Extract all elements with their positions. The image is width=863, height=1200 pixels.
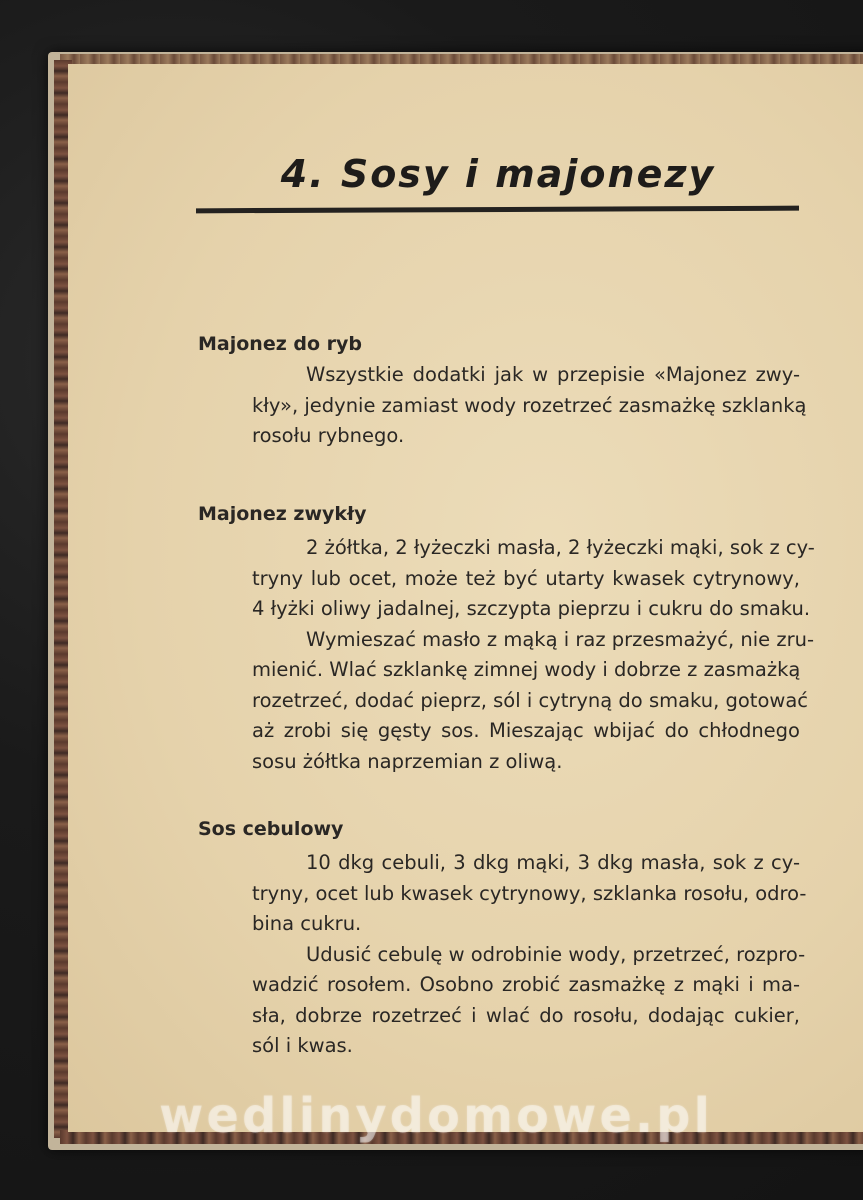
- text-line: bina cukru.: [252, 912, 362, 935]
- recipe-paragraph: [198, 625, 815, 778]
- recipe-sos-cebulowy: [198, 814, 807, 1062]
- text-line: wadzić rosołem. Osobno zrobić zasmażkę z mąki i ma-: [252, 973, 800, 996]
- text-line: aż zrobi się gęsty sos. Mieszając wbijać do chłodnego: [252, 719, 800, 742]
- title-underline: [196, 206, 799, 214]
- recipe-heading: Majonez do ryb: [198, 333, 363, 355]
- recipe-heading: Sos cebulowy: [198, 818, 344, 840]
- text-line: mienić. Wlać szklankę zimnej wody i dobrze z zasmażką: [252, 658, 801, 681]
- recipe-majonez-zwykly: [198, 499, 815, 777]
- watermark: wedlinydomowe.pl: [159, 1088, 713, 1144]
- recipe-majonez-do-ryb: [198, 329, 807, 452]
- text-line: sła, dobrze rozetrzeć i wlać do rosołu, dodając cukier,: [252, 1003, 800, 1027]
- chapter-title: 4. Sosy i majonezy: [280, 152, 716, 196]
- text-line: tryny lub ocet, może też być utarty kwasek cytrynowy,: [252, 566, 800, 590]
- book-page: [68, 64, 863, 1132]
- text-line: 10 dkg cebuli, 3 dkg mąki, 3 dkg masła, sok z cy-: [306, 851, 800, 874]
- text-line: Wymieszać masło z mąką i raz przesmażyć, nie zru-: [306, 627, 815, 651]
- text-line: Udusić cebulę w odrobinie wody, przetrzeć, rozpro-: [306, 942, 806, 966]
- text-line: rosołu rybnego.: [252, 424, 405, 447]
- text-line: Wszystkie dodatki jak w przepisie «Majonez zwy-: [306, 363, 800, 386]
- recipe-paragraph: [198, 360, 807, 452]
- page-edge-top: [60, 54, 863, 64]
- recipe-heading: Majonez zwykły: [198, 503, 367, 525]
- text-line: sól i kwas.: [252, 1034, 353, 1057]
- recipe-paragraph: [198, 533, 815, 625]
- text-line: 2 żółtka, 2 łyżeczki masła, 2 łyżeczki mąki, sok z cy-: [306, 536, 815, 559]
- recipe-paragraph: [198, 848, 807, 940]
- text-line: tryny, ocet lub kwasek cytrynowy, szklanka rosołu, odro-: [252, 881, 807, 905]
- text-line: rozetrzeć, dodać pieprz, sól i cytryną do smaku, gotować: [252, 688, 808, 712]
- text-line: kły», jedynie zamiast wody rozetrzeć zasmażkę szklanką: [252, 393, 807, 417]
- recipe-paragraph: [198, 940, 806, 1062]
- text-line: sosu żółtka naprzemian z oliwą.: [252, 749, 563, 773]
- text-line: 4 łyżki oliwy jadalnej, szczypta pieprzu i cukru do smaku.: [252, 597, 811, 620]
